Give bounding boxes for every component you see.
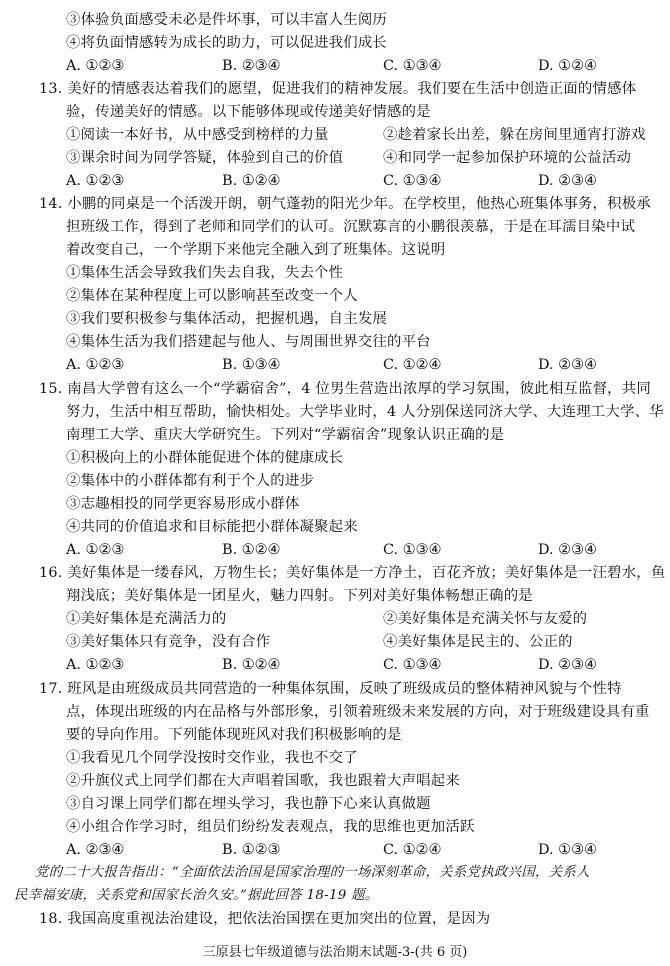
q17-item-3: ③自习课上同学们都在埋头学习，我也静下心来认真做题 [66,796,431,812]
option-b: B. ②③④ [222,58,281,74]
q15-item-4: ④共同的价值追求和目标能把小群体凝聚起来 [66,519,358,535]
q15-option-c: C. ①③④ [383,542,442,558]
q13-stem-line-2: 验，传递美好的情感。以下能够体现或传递美好情感的是 [66,104,431,120]
q16-option-d: D. ②③④ [538,657,597,673]
q15-item-1: ①积极向上的小群体能促进个体的健康成长 [66,450,344,466]
passage-line-2: 民幸福安康，关系党和国家长治久安。”据此回答 18-19 题。 [14,888,379,903]
q14-option-b: B. ①③④ [222,357,281,373]
q16-stem-line-1: 16. 美好集体是一缕春风，万物生长；美好集体是一方净土，百花齐放；美好集体是一汪碧水，鱼 [39,565,666,581]
q18-stem: 18. 我国高度重视法治建设，把依法治国摆在更加突出的位置，是因为 [39,911,491,927]
q15-option-a: A. ①②③ [66,542,125,558]
q17-stem-line-3: 要的导向作用。下列能体现班风对我们积极影响的是 [66,727,402,743]
q15-item-2: ②集体中的小群体都有利于个人的进步 [66,473,315,489]
option-d: D. ①②④ [538,58,597,74]
q17-option-c: C. ①②④ [383,842,442,858]
q17-stem-line-1: 17. 班风是由班级成员共同营造的一种集体氛围，反映了班级成员的整体精神风貌与个性特 [39,681,622,697]
q17-item-2: ②升旗仪式上同学们都在大声唱着国歌，我也跟着大声唱起来 [66,773,460,789]
q13-option-b: B. ①②④ [222,173,281,189]
q17-item-4: ④小组合作学习时，组员们纷纷发表观点，我的思维也更加活跃 [66,819,475,835]
q15-stem-line-1: 15. 南昌大学曾有这么一个“学霸宿舍”，4 位男生营造出浓厚的学习氛围，彼此相互监督，共同 [39,381,651,397]
passage-line-1: 党的二十大报告指出：“全面依法治国是国家治理的一场深刻革命，关系党执政兴国，关系人 [35,865,590,880]
q15-option-d: D. ②③④ [538,542,597,558]
q15-stem-line-2: 努力，生活中相互帮助，愉快相处。大学毕业时，4 人分别保送同济大学、大连理工大学、华 [66,404,664,420]
q13-option-d: D. ②③④ [538,173,597,189]
q14-stem-line-3: 着改变自己，一个学期下来他完全融入到了班集体。这说明 [66,242,446,258]
q15-item-3: ③志趣相投的同学更容易形成小群体 [66,496,300,512]
q14-item-2: ②集体在某种程度上可以影响甚至改变一个人 [66,288,358,304]
q14-option-c: C. ①②④ [383,357,442,373]
q16-item-1: ①美好集体是充满活力的 [66,611,227,627]
q13-stem-line-1: 13. 美好的情感表达着我们的愿望，促进我们的精神发展。我们要在生活中创造正面的情感体 [39,81,637,97]
q13-option-a: A. ①②③ [66,173,125,189]
q13-item-2: ②趁着家长出差，躲在房间里通宵打游戏 [383,127,646,143]
q17-option-a: A. ②③④ [66,842,125,858]
statement-4: ④将负面情感转为成长的助力，可以促进我们成长 [66,35,387,51]
q16-option-a: A. ①②③ [66,657,125,673]
q14-item-1: ①集体生活会导致我们失去自我，失去个性 [66,265,344,281]
q15-stem-line-3: 南理工大学、重庆大学研究生。下列对“学霸宿舍”现象认识正确的是 [66,427,505,443]
q13-item-4: ④和同学一起参加保护环境的公益活动 [383,150,632,166]
page-footer: 三原县七年级道德与法治期末试题-3-(共 6 页) [202,945,468,960]
q13-item-3: ③课余时间为同学答疑，体验到自己的价值 [66,150,344,166]
q15-option-b: B. ①②④ [222,542,281,558]
q17-item-1: ①我看见几个同学没按时交作业，我也不交了 [66,750,358,766]
q13-item-1: ①阅读一本好书，从中感受到榜样的力量 [66,127,329,143]
q16-item-4: ④美好集体是民主的、公正的 [383,634,573,650]
q16-item-2: ②美好集体是充满关怀与友爱的 [383,611,588,627]
q14-item-3: ③我们要积极参与集体活动，把握机遇，自主发展 [66,311,387,327]
q16-option-c: C. ①③④ [383,657,442,673]
option-a: A. ①②③ [66,58,125,74]
q14-item-4: ④集体生活为我们搭建起与他人、与周围世界交往的平台 [66,334,431,350]
q14-stem-line-2: 担班级工作，得到了老师和同学们的认可。沉默寡言的小鹏很羡慕，于是在耳濡目染中试 [66,219,636,235]
q16-option-b: B. ①②④ [222,657,281,673]
statement-3: ③体验负面感受未必是件坏事，可以丰富人生阅历 [66,12,387,28]
q16-item-3: ③美好集体只有竞争，没有合作 [66,634,271,650]
q17-option-d: D. ①③④ [538,842,597,858]
q17-option-b: B. ①②③ [222,842,281,858]
q16-stem-line-2: 翔浅底；美好集体是一团星火，魅力四射。下列对美好集体畅想正确的是 [66,588,533,604]
q17-stem-line-2: 点，体现出班级的内在品格与外部形象，引领着班级未来发展的方向，对于班级建设具有重 [66,704,650,720]
q14-stem-line-1: 14. 小鹏的同桌是一个活泼开朗，朝气蓬勃的阳光少年。在学校里，他热心班集体事务，积极承 [39,196,651,212]
option-c: C. ①③④ [383,58,442,74]
q13-option-c: C. ①③④ [383,173,442,189]
q14-option-a: A. ①②③ [66,357,125,373]
q14-option-d: D. ②③④ [538,357,597,373]
